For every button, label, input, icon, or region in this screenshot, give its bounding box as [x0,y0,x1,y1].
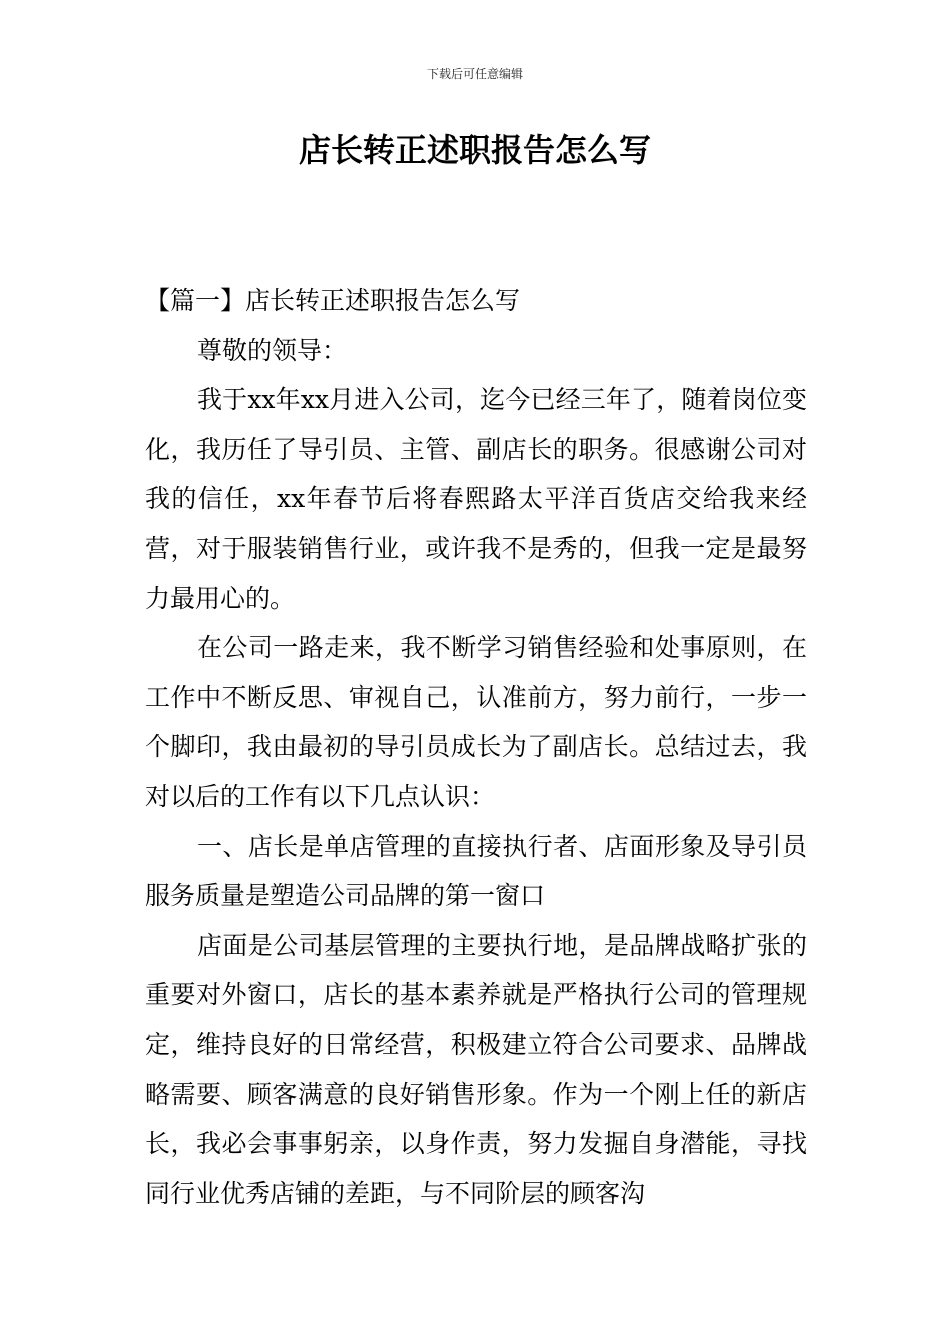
document-body [145,276,807,1218]
body-paragraph: 店面是公司基层管理的主要执行地，是品牌战略扩张的重要对外窗口，店长的基本素养就是严格执行公司的管理规定，维持良好的日常经营，积极建立符合公司要求、品牌战略需要、顾客满意的良好销售形象。作为一个刚上任的新店长，我必会事事躬亲，以身作责，努力发掘自身潜能，寻找同行业优秀店铺的差距，与不同阶层的顾客沟 [145,930,807,1208]
header-note: 下载后可任意编辑 [426,67,523,81]
document-title: 店长转正述职报告怎么写 [298,131,651,169]
section-heading: 【篇一】店长转正述职报告怎么写 [145,286,521,315]
salutation: 尊敬的领导： [197,335,348,365]
subheading-paragraph: 一、店长是单店管理的直接执行者、店面形象及导引员服务质量是塑造公司品牌的第一窗口 [145,831,807,911]
body-paragraph: 在公司一路走来，我不断学习销售经验和处事原则，在工作中不断反思、审视自己，认准前方，努力前行，一步一个脚印，我由最初的导引员成长为了副店长。总结过去，我对以后的工作有以下几点认识： [145,633,807,811]
body-paragraph: 我于xx年xx月进入公司，迄今已经三年了，随着岗位变化，我历任了导引员、主管、副店长的职务。很感谢公司对我的信任，xx年春节后将春熙路太平洋百货店交给我来经营，对于服装销售行业，或许我不是秀的，但我一定是最努力最用心的。 [145,385,807,613]
